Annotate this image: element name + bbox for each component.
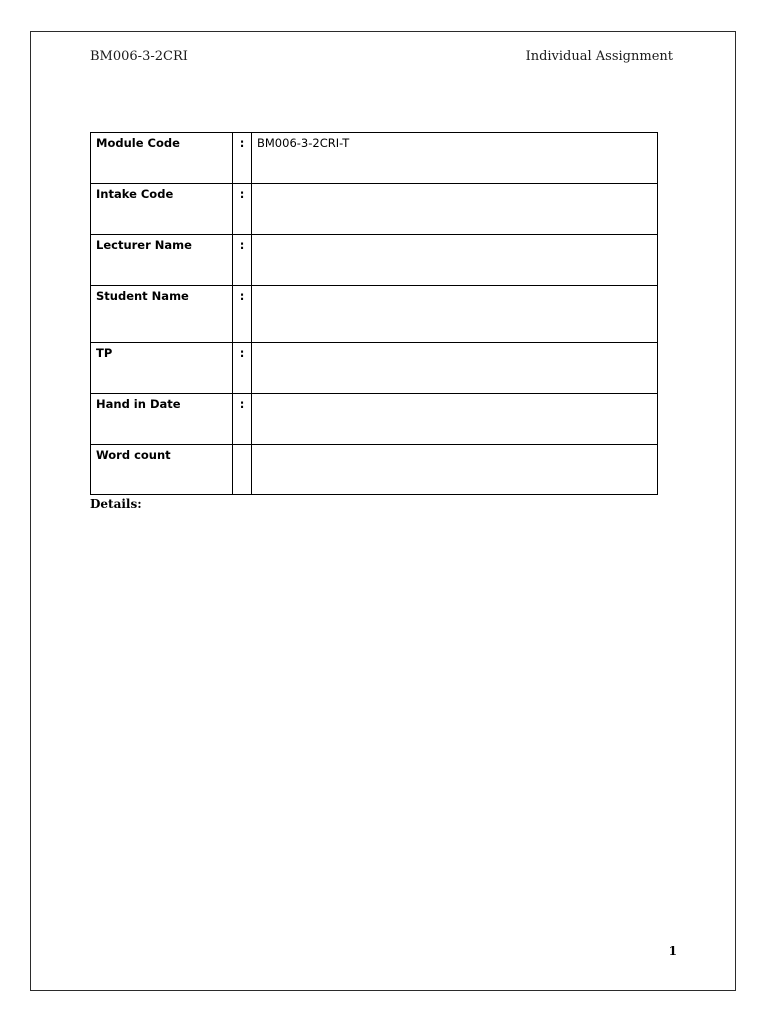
separator: : — [233, 133, 252, 184]
label-student-name: Student Name — [91, 286, 233, 343]
value-module-code: BM006-3-2CRI-T — [252, 133, 658, 184]
value-intake-code — [252, 184, 658, 235]
header-course-code: BM006-3-2CRI — [90, 49, 188, 64]
value-student-name — [252, 286, 658, 343]
label-word-count: Word count — [91, 445, 233, 495]
row-word-count — [91, 445, 658, 495]
row-lecturer-name — [91, 235, 658, 286]
value-tp — [252, 343, 658, 394]
label-module-code: Module Code — [91, 133, 233, 184]
separator: : — [233, 394, 252, 445]
label-tp: TP — [91, 343, 233, 394]
row-module-code — [91, 133, 658, 184]
document-page — [30, 31, 736, 991]
cover-info-table — [90, 132, 658, 495]
page-number: 1 — [668, 944, 677, 958]
separator: : — [233, 184, 252, 235]
row-hand-in-date — [91, 394, 658, 445]
label-lecturer-name: Lecturer Name — [91, 235, 233, 286]
label-hand-in-date: Hand in Date — [91, 394, 233, 445]
row-intake-code — [91, 184, 658, 235]
header-assignment-type: Individual Assignment — [525, 49, 673, 64]
value-word-count — [252, 445, 658, 495]
label-intake-code: Intake Code — [91, 184, 233, 235]
separator: : — [233, 343, 252, 394]
row-student-name — [91, 286, 658, 343]
separator: : — [233, 235, 252, 286]
details-heading: Details: — [90, 497, 142, 511]
value-hand-in-date — [252, 394, 658, 445]
value-lecturer-name — [252, 235, 658, 286]
separator: : — [233, 286, 252, 343]
row-tp — [91, 343, 658, 394]
separator — [233, 445, 252, 495]
